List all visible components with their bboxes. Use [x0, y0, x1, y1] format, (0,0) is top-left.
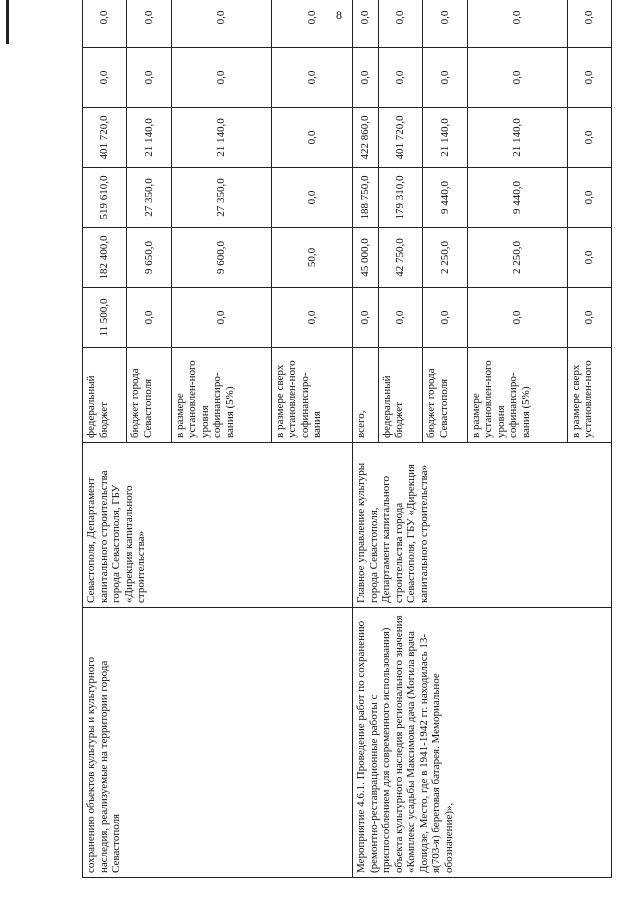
amount-cell: 0,0 [353, 48, 379, 108]
amount-cell: 27 350,0 [127, 168, 171, 228]
amount-cell: 21 140,0 [171, 108, 271, 168]
amount-cell: 0,0 [467, 48, 567, 108]
amount-cell: 422 860,0 [353, 108, 379, 168]
amount-cell: 2 250,0 [423, 228, 467, 288]
funding-source-cell: в размере сверх установлен-ного софинансиро-вания [271, 348, 352, 443]
amount-cell: 2 250,0 [467, 228, 567, 288]
amount-cell: 21 140,0 [467, 108, 567, 168]
amount-cell: 401 720,0 [83, 108, 127, 168]
amount-cell: 401 720,0 [378, 108, 422, 168]
scan-edge-mark [6, 0, 9, 44]
amount-cell: 0,0 [83, 0, 127, 48]
amount-cell: 21 140,0 [423, 108, 467, 168]
table-body [83, 0, 612, 878]
amount-cell: 0,0 [567, 0, 611, 48]
table-row [353, 0, 379, 878]
amount-cell: 0,0 [271, 288, 352, 348]
rotated-table-viewport [82, 10, 612, 878]
amount-cell: 0,0 [567, 228, 611, 288]
funding-source-cell: всего, [353, 348, 379, 443]
amount-cell: 0,0 [423, 0, 467, 48]
executor-cell: Главное управление культуры города Севастополя, Департамент капитального строительства города Севастополя, ГБУ «Дирекция капитального строительства» [353, 443, 612, 608]
amount-cell: 0,0 [171, 48, 271, 108]
amount-cell: 50,0 [271, 228, 352, 288]
amount-cell: 0,0 [271, 168, 352, 228]
amount-cell: 519 610,0 [83, 168, 127, 228]
amount-cell: 9 440,0 [423, 168, 467, 228]
funding-source-cell: в размере установлен-ного уровня софинансиро-вания (5%) [171, 348, 271, 443]
amount-cell: 0,0 [567, 108, 611, 168]
amount-cell: 42 750,0 [378, 228, 422, 288]
table-row [83, 0, 127, 878]
amount-cell: 0,0 [171, 288, 271, 348]
amount-cell: 0,0 [378, 48, 422, 108]
amount-cell: 0,0 [567, 168, 611, 228]
amount-cell: 0,0 [271, 108, 352, 168]
rotated-table [82, 10, 612, 878]
amount-cell: 21 140,0 [127, 108, 171, 168]
amount-cell: 0,0 [567, 48, 611, 108]
funding-source-cell: федеральный бюджет [378, 348, 422, 443]
funding-source-cell: в размере сверх установлен-ного [567, 348, 611, 443]
measure-description: Мероприятие 4.6.1. Проведение работ по сохранению (ремонтно-реставрационные работы с приспособлением для современного использования) объекта культурного наследия регионального значения «Комплекс усадьбы Максимова дача (Могила врача Долидзе, Место, где в 1941-1942 гг. находилась 13-я(703-я) береговая батарея. Мемориальное обозначение)», [353, 608, 612, 878]
amount-cell: 0,0 [127, 48, 171, 108]
amount-cell: 27 350,0 [171, 168, 271, 228]
amount-cell: 0,0 [567, 288, 611, 348]
page-number: 8 [336, 8, 342, 22]
funding-source-cell: федеральный бюджет [83, 348, 127, 443]
amount-cell: 0,0 [353, 288, 379, 348]
amount-cell: 0,0 [127, 0, 171, 48]
amount-cell: 45 000,0 [353, 228, 379, 288]
amount-cell: 0,0 [353, 0, 379, 48]
amount-cell: 182 400,0 [83, 228, 127, 288]
amount-cell: 179 310,0 [378, 168, 422, 228]
amount-cell: 0,0 [423, 288, 467, 348]
amount-cell: 0,0 [378, 288, 422, 348]
amount-cell: 9 600,0 [171, 228, 271, 288]
funding-source-cell: бюджет города Севастополя [127, 348, 171, 443]
measure-description: сохранению объектов культуры и культурного наследия, реализуемые на территории города Севастополя [83, 608, 353, 878]
budget-table [82, 0, 612, 878]
amount-cell: 188 750,0 [353, 168, 379, 228]
amount-cell: 9 650,0 [127, 228, 171, 288]
executor-cell: Севастополя, Департамент капитального строительства города Севастополя, ГБУ «Дирекция капитального строительства» [83, 443, 353, 608]
funding-source-cell: бюджет города Севастополя [423, 348, 467, 443]
amount-cell: 0,0 [378, 0, 422, 48]
amount-cell: 11 500,0 [83, 288, 127, 348]
funding-source-cell: в размере установлен-ного уровня софинансиро-вания (5%) [467, 348, 567, 443]
amount-cell: 0,0 [127, 288, 171, 348]
amount-cell: 0,0 [271, 48, 352, 108]
amount-cell: 0,0 [171, 0, 271, 48]
amount-cell: 0,0 [467, 288, 567, 348]
amount-cell: 9 440,0 [467, 168, 567, 228]
amount-cell: 0,0 [467, 0, 567, 48]
amount-cell: 0,0 [423, 48, 467, 108]
amount-cell: 0,0 [271, 0, 352, 48]
amount-cell: 0,0 [83, 48, 127, 108]
